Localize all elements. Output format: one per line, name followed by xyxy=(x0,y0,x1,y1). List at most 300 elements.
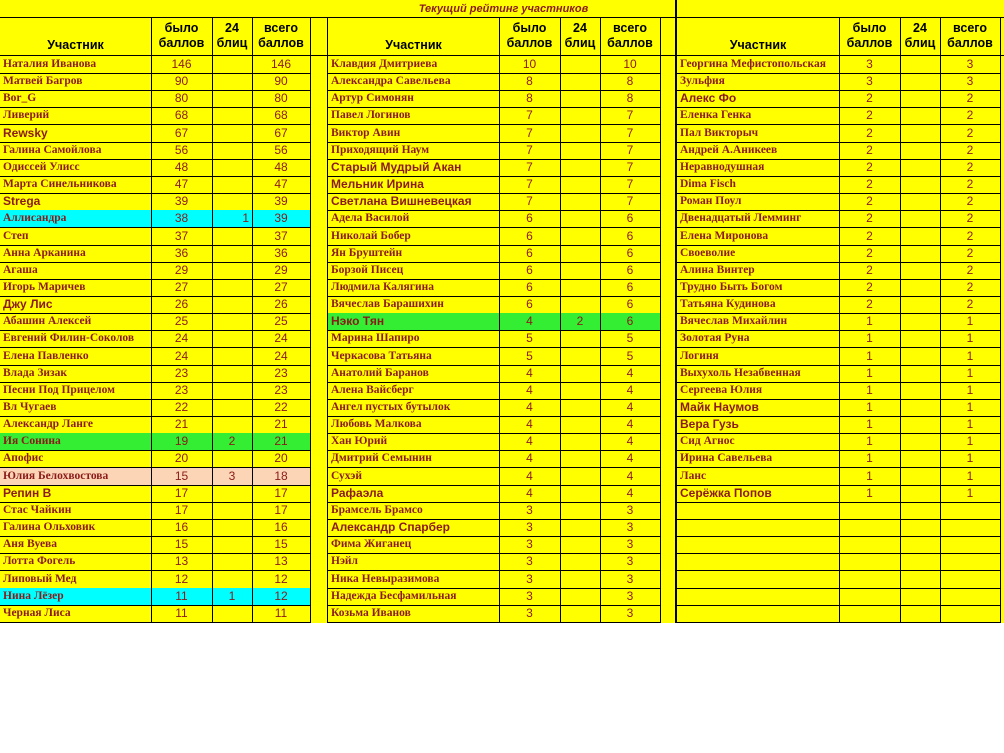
table-row xyxy=(328,553,660,571)
table-row xyxy=(0,90,310,108)
cell-total: 2 xyxy=(966,194,974,209)
cell-total: 3 xyxy=(626,520,634,535)
cell-total: 3 xyxy=(626,571,634,586)
cell-name xyxy=(677,519,839,536)
cell-name: Своеволие xyxy=(680,246,736,259)
cell-total: 21 xyxy=(274,434,288,449)
cell-total: 21 xyxy=(274,417,288,432)
table-row xyxy=(0,571,310,589)
header-blitz: 24 блиц xyxy=(216,21,248,50)
cell-total: 18 xyxy=(274,468,288,483)
cell-blitz xyxy=(900,502,940,519)
cell-name: Клавдия Дмитриева xyxy=(331,58,438,70)
cell-blitz: 1 xyxy=(242,211,249,226)
cell-before: 6 xyxy=(526,262,533,277)
cell-total: 22 xyxy=(274,400,288,414)
cell-total: 24 xyxy=(274,331,288,346)
cell-blitz xyxy=(560,107,600,124)
cell-total: 6 xyxy=(626,297,634,312)
table-row xyxy=(0,605,310,623)
cell-name: Ирина Савельева xyxy=(680,452,773,465)
cell-name: Лотта Фогель xyxy=(3,555,76,568)
cell-before: 7 xyxy=(526,125,533,140)
cell-before: 25 xyxy=(174,314,189,329)
grid-line xyxy=(1000,18,1001,623)
cell-blitz xyxy=(900,450,940,467)
cell-name: Елена Павленко xyxy=(3,349,89,362)
table-row xyxy=(0,262,310,280)
cell-before: 4 xyxy=(526,365,533,380)
cell-blitz xyxy=(212,142,252,159)
cell-blitz xyxy=(560,502,600,519)
table-row xyxy=(0,330,310,348)
cell-total: 3 xyxy=(966,74,974,89)
cell-before: 1 xyxy=(866,314,873,329)
grid-line xyxy=(252,18,253,623)
cell-total: 2 xyxy=(966,228,974,243)
cell-blitz xyxy=(212,416,252,433)
cell-total: 17 xyxy=(274,485,288,500)
cell-name: Агаша xyxy=(3,263,38,276)
cell-name: Андрей А.Аникеев xyxy=(680,143,778,156)
cell-before: 3 xyxy=(866,74,873,89)
cell-blitz xyxy=(900,262,940,279)
cell-before: 8 xyxy=(526,91,533,106)
table-row xyxy=(328,210,660,228)
table-row xyxy=(0,142,310,160)
cell-name: Strega xyxy=(3,194,41,209)
cell-before: 17 xyxy=(174,502,189,517)
cell-blitz xyxy=(900,468,940,485)
cell-total: 7 xyxy=(626,108,634,123)
cell-name: Надежда Бесфамильная xyxy=(331,589,457,602)
cell-blitz xyxy=(212,399,252,416)
cell-name: Артур Симонян xyxy=(331,92,414,105)
cell-name: Нина Лёзер xyxy=(3,589,64,602)
cell-name: Фима Жиганец xyxy=(331,538,412,551)
table-row xyxy=(328,502,660,520)
cell-blitz xyxy=(560,399,600,416)
cell-name: Ливерий xyxy=(3,109,50,122)
cell-name: Светлана Вишневецкая xyxy=(331,194,472,209)
cell-name: Bor_G xyxy=(3,92,37,105)
cell-name: Николай Бобер xyxy=(331,229,411,242)
cell-total: 2 xyxy=(966,262,974,277)
grid-line xyxy=(499,18,500,623)
cell-blitz xyxy=(900,588,940,605)
cell-blitz xyxy=(560,468,600,485)
cell-name: Роман Поул xyxy=(680,195,742,208)
cell-name: Александр Спарбер xyxy=(331,520,451,535)
cell-before: 26 xyxy=(174,297,189,312)
cell-before xyxy=(839,502,900,519)
cell-blitz xyxy=(900,125,940,142)
table-row xyxy=(0,416,310,434)
cell-blitz xyxy=(560,125,600,142)
grid-line xyxy=(660,18,661,623)
cell-before: 1 xyxy=(866,331,873,346)
cell-blitz xyxy=(212,90,252,107)
cell-name: Сид Агнос xyxy=(680,435,735,448)
cell-name: Майк Наумов xyxy=(680,400,759,414)
cell-blitz xyxy=(900,485,940,502)
header-blitz: 24 блиц xyxy=(904,21,936,50)
grid-line xyxy=(900,18,901,623)
table-row xyxy=(328,107,660,125)
cell-total: 5 xyxy=(626,348,634,363)
cell-total: 29 xyxy=(274,262,288,277)
cell-total: 4 xyxy=(626,485,634,500)
cell-name: Матвей Багров xyxy=(3,75,83,88)
cell-before xyxy=(839,588,900,605)
cell-before xyxy=(839,519,900,536)
cell-blitz xyxy=(560,433,600,450)
cell-name: Золотая Руна xyxy=(680,332,750,345)
cell-blitz xyxy=(560,262,600,279)
cell-total: 4 xyxy=(626,434,634,449)
cell-blitz xyxy=(900,56,940,73)
cell-total: 3 xyxy=(626,588,634,603)
table-row xyxy=(0,279,310,297)
cell-total: 4 xyxy=(626,382,634,397)
table-row xyxy=(328,330,660,348)
table-row xyxy=(328,262,660,280)
cell-blitz xyxy=(900,159,940,176)
cell-before: 5 xyxy=(526,348,533,363)
cell-blitz xyxy=(212,125,252,142)
table-row xyxy=(0,193,310,211)
cell-name: Ия Сонина xyxy=(3,435,61,448)
table-row xyxy=(0,399,310,417)
cell-blitz xyxy=(560,485,600,502)
cell-blitz xyxy=(900,142,940,159)
cell-total: 2 xyxy=(966,108,974,123)
cell-name: Александра Савельева xyxy=(331,75,451,88)
cell-blitz xyxy=(900,90,940,107)
cell-name xyxy=(677,536,839,553)
cell-total: 2 xyxy=(966,245,974,260)
cell-before: 3 xyxy=(526,605,533,620)
cell-blitz xyxy=(900,571,940,588)
table-row xyxy=(0,502,310,520)
cell-before: 2 xyxy=(866,228,873,243)
cell-blitz xyxy=(560,450,600,467)
cell-total: 4 xyxy=(626,400,634,414)
table-row xyxy=(0,245,310,263)
table-row xyxy=(0,348,310,366)
cell-blitz xyxy=(900,399,940,416)
cell-total: 23 xyxy=(274,365,288,380)
cell-before: 11 xyxy=(175,588,188,603)
table-row xyxy=(0,485,310,503)
table-row xyxy=(0,536,310,554)
cell-name: Черкасова Татьяна xyxy=(331,349,432,362)
cell-before: 6 xyxy=(526,228,533,243)
cell-name xyxy=(677,502,839,519)
cell-name: Сухэй xyxy=(331,469,362,482)
cell-before: 7 xyxy=(526,142,533,157)
cell-blitz: 3 xyxy=(228,468,236,483)
cell-name: Евгений Филин-Соколов xyxy=(3,332,135,345)
cell-name: Козьма Иванов xyxy=(331,606,411,619)
cell-before: 20 xyxy=(174,451,189,466)
cell-total: 25 xyxy=(274,314,288,329)
cell-before: 17 xyxy=(174,485,189,500)
cell-name: Черная Лиса xyxy=(3,606,71,619)
cell-total: 11 xyxy=(274,605,288,620)
table-row xyxy=(328,450,660,468)
cell-name: Одиссей Улисс xyxy=(3,160,80,173)
cell-blitz xyxy=(212,245,252,262)
cell-name: Галина Самойлова xyxy=(3,143,102,156)
cell-total: 8 xyxy=(626,91,634,106)
cell-blitz xyxy=(560,176,600,193)
cell-before: 2 xyxy=(866,177,873,192)
cell-name: Абашин Алексей xyxy=(3,315,92,328)
table-row xyxy=(0,159,310,177)
cell-blitz xyxy=(212,605,252,622)
table-row xyxy=(328,519,660,537)
cell-blitz xyxy=(900,433,940,450)
cell-blitz xyxy=(560,588,600,605)
cell-total: 37 xyxy=(274,228,288,243)
cell-blitz xyxy=(212,485,252,502)
cell-total: 6 xyxy=(626,245,634,260)
cell-name: Пал Викторыч xyxy=(680,126,759,139)
cell-total: 90 xyxy=(274,74,288,89)
cell-before: 16 xyxy=(174,520,189,535)
table-row xyxy=(328,296,660,314)
cell-before: 90 xyxy=(174,74,189,89)
cell-total: 20 xyxy=(274,451,288,466)
cell-before: 2 xyxy=(866,108,873,123)
table-row xyxy=(0,73,310,91)
cell-before: 1 xyxy=(866,451,873,466)
cell-name: Стас Чайкин xyxy=(3,503,72,516)
cell-before: 24 xyxy=(174,348,189,363)
table-row xyxy=(328,416,660,434)
grid-line xyxy=(940,18,941,623)
cell-total: 2 xyxy=(966,297,974,312)
table-row xyxy=(328,571,660,589)
cell-blitz xyxy=(900,348,940,365)
cell-before: 56 xyxy=(174,142,189,157)
cell-blitz xyxy=(900,107,940,124)
cell-name: Рафаэла xyxy=(331,485,384,500)
cell-blitz xyxy=(900,245,940,262)
cell-total: 23 xyxy=(274,382,288,397)
table-row xyxy=(0,296,310,314)
cell-blitz xyxy=(560,605,600,622)
cell-blitz xyxy=(560,245,600,262)
table-row xyxy=(328,399,660,417)
cell-before: 2 xyxy=(866,91,873,106)
table-row xyxy=(328,176,660,194)
cell-before: 7 xyxy=(526,194,533,209)
cell-total: 1 xyxy=(966,468,974,483)
grid-line xyxy=(151,18,152,623)
header-row xyxy=(677,18,1004,56)
cell-before: 23 xyxy=(174,365,189,380)
cell-total: 2 xyxy=(966,159,974,174)
cell-total: 4 xyxy=(626,417,634,432)
cell-total: 6 xyxy=(626,211,634,226)
cell-before: 2 xyxy=(866,194,873,209)
cell-blitz xyxy=(560,330,600,347)
cell-total: 3 xyxy=(626,502,634,517)
table-row xyxy=(328,313,660,331)
cell-name: Сергеева Юлия xyxy=(680,383,763,396)
cell-total: 7 xyxy=(626,125,634,140)
cell-name: Логиня xyxy=(680,349,719,362)
cell-total: 7 xyxy=(626,142,634,157)
cell-name: Еленка Генка xyxy=(680,109,752,122)
cell-total: 4 xyxy=(626,365,634,380)
cell-name: Трудно Быть Богом xyxy=(680,280,783,293)
cell-name: Марина Шапиро xyxy=(331,332,420,345)
cell-before: 6 xyxy=(526,211,533,226)
cell-total: 12 xyxy=(274,588,288,603)
cell-before: 23 xyxy=(174,382,189,397)
cell-total: 6 xyxy=(626,314,634,329)
cell-total: 2 xyxy=(966,279,974,294)
cell-before: 1 xyxy=(866,365,873,380)
cell-total: 2 xyxy=(966,142,974,157)
cell-before: 1 xyxy=(866,434,873,449)
cell-total: 1 xyxy=(966,485,974,500)
cell-blitz xyxy=(900,536,940,553)
cell-before: 10 xyxy=(522,57,537,71)
cell-blitz xyxy=(900,210,940,227)
cell-blitz xyxy=(900,605,940,622)
cell-blitz xyxy=(212,519,252,536)
table-row xyxy=(0,519,310,537)
cell-blitz: 1 xyxy=(228,588,236,603)
cell-name: Татьяна Кудинова xyxy=(680,298,776,311)
cell-before: 4 xyxy=(526,485,533,500)
cell-blitz xyxy=(212,553,252,570)
cell-name: Анатолий Баранов xyxy=(331,366,429,379)
cell-blitz xyxy=(212,296,252,313)
cell-before: 27 xyxy=(174,279,189,294)
cell-total: 3 xyxy=(626,605,634,620)
cell-blitz xyxy=(560,56,600,73)
table-row xyxy=(328,90,660,108)
sheet-title: Текущий рейтинг участников xyxy=(418,3,589,15)
cell-name xyxy=(677,588,839,605)
cell-before: 146 xyxy=(171,57,192,71)
cell-name: Людмила Калягина xyxy=(331,280,434,293)
cell-name: Елена Миронова xyxy=(680,229,769,242)
cell-total: 68 xyxy=(274,108,288,123)
cell-before: 1 xyxy=(866,382,873,397)
cell-total: 7 xyxy=(626,159,634,174)
cell-blitz xyxy=(560,279,600,296)
cell-blitz xyxy=(900,382,940,399)
cell-blitz xyxy=(560,296,600,313)
cell-before: 1 xyxy=(866,400,873,414)
cell-name: Dima Fisch xyxy=(680,178,736,191)
cell-name: Анна Арканина xyxy=(3,246,86,259)
cell-total: 13 xyxy=(274,554,288,569)
cell-before: 3 xyxy=(526,588,533,603)
cell-blitz xyxy=(560,73,600,90)
cell-blitz xyxy=(212,365,252,382)
cell-before: 29 xyxy=(174,262,189,277)
cell-before: 15 xyxy=(174,468,189,483)
cell-total: 1 xyxy=(966,348,974,363)
cell-before xyxy=(839,605,900,622)
cell-total: 67 xyxy=(274,125,288,140)
cell-blitz xyxy=(212,56,252,73)
cell-before xyxy=(839,553,900,570)
cell-blitz xyxy=(212,382,252,399)
cell-total: 8 xyxy=(626,74,634,89)
cell-blitz xyxy=(560,571,600,588)
cell-name: Аня Вуева xyxy=(3,538,58,551)
cell-name: Влада Зизак xyxy=(3,366,68,379)
cell-before: 3 xyxy=(526,520,533,535)
cell-name: Алекс Фо xyxy=(680,91,737,106)
cell-total: 3 xyxy=(626,537,634,552)
cell-name: Игорь Маричев xyxy=(3,280,86,293)
cell-blitz xyxy=(560,382,600,399)
table-row xyxy=(328,279,660,297)
cell-total: 39 xyxy=(274,211,288,226)
cell-before: 38 xyxy=(174,211,189,226)
cell-blitz xyxy=(560,519,600,536)
cell-before: 2 xyxy=(866,125,873,140)
cell-blitz xyxy=(900,416,940,433)
cell-blitz xyxy=(900,176,940,193)
cell-total: 48 xyxy=(274,159,288,174)
cell-name: Вячеслав Михайлин xyxy=(680,315,788,328)
cell-blitz xyxy=(900,193,940,210)
grid-line xyxy=(327,18,328,623)
cell-total xyxy=(940,588,1000,605)
cell-total: 1 xyxy=(966,314,974,329)
grid-line xyxy=(212,18,213,623)
cell-before: 1 xyxy=(866,417,873,432)
cell-blitz xyxy=(212,176,252,193)
table-row xyxy=(328,365,660,383)
cell-total: 2 xyxy=(966,125,974,140)
cell-before xyxy=(839,571,900,588)
header-total: всего баллов xyxy=(258,21,304,50)
cell-total: 1 xyxy=(966,400,974,414)
grid-line xyxy=(600,18,601,623)
cell-blitz xyxy=(560,90,600,107)
cell-name: Rewsky xyxy=(3,125,48,140)
cell-total: 26 xyxy=(274,297,288,312)
cell-before: 4 xyxy=(526,434,533,449)
cell-total xyxy=(940,502,1000,519)
cell-name xyxy=(677,571,839,588)
table-row xyxy=(328,142,660,160)
cell-name: Алена Вайсберг xyxy=(331,383,414,396)
grid-line xyxy=(839,18,840,623)
cell-name: Песни Под Прицелом xyxy=(3,383,115,396)
cell-name xyxy=(677,553,839,570)
table-row xyxy=(0,56,310,74)
cell-name: Александр Ланге xyxy=(3,418,94,431)
cell-total: 80 xyxy=(274,91,288,106)
cell-blitz xyxy=(212,228,252,245)
cell-blitz xyxy=(560,142,600,159)
cell-name: Зульфия xyxy=(680,75,725,88)
cell-before: 68 xyxy=(174,108,189,123)
cell-before: 36 xyxy=(174,245,189,260)
